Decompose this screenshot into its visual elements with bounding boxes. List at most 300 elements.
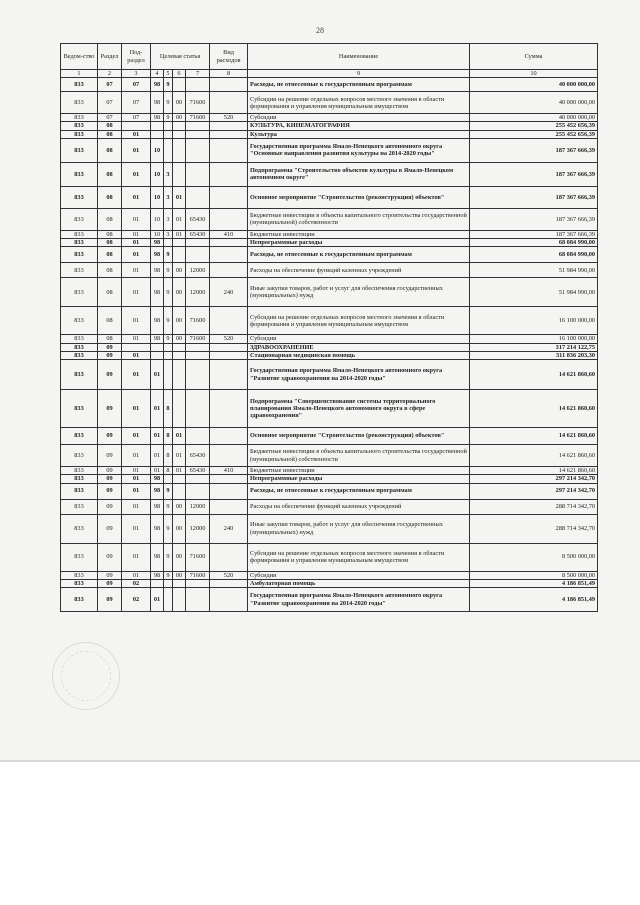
subprogram-cell (164, 475, 173, 483)
sum-cell: 14 621 860,60 (470, 428, 598, 445)
name-cell: Бюджетные инвестиции (248, 230, 470, 238)
podrazdel-cell: 01 (122, 360, 151, 390)
table-row (61, 335, 598, 343)
name-cell: Иные закупки товаров, работ и услуг для обеспечения государственных (муниципальных) нужд (248, 514, 470, 543)
sum-cell: 40 000 000,00 (470, 78, 598, 92)
vedomstvo-cell: 833 (61, 543, 98, 571)
vedomstvo-cell: 833 (61, 475, 98, 483)
table-row (61, 514, 598, 543)
expense-type-cell (210, 351, 248, 359)
sum-cell: 255 452 656,39 (470, 122, 598, 130)
program-cell (151, 351, 164, 359)
subprogram-cell: 8 (164, 428, 173, 445)
name-cell: Стационарная медицинская помощь (248, 351, 470, 359)
table-row (61, 263, 598, 278)
subprogram-cell: 9 (164, 499, 173, 514)
event-cell: 00 (173, 278, 186, 307)
vedomstvo-cell: 833 (61, 92, 98, 114)
razdel-cell: 08 (98, 208, 122, 230)
col-number: 6 (173, 70, 186, 78)
direction-cell: 71600 (186, 571, 210, 579)
table-row (61, 351, 598, 359)
header-vid-rashodov: Вид расходов (210, 44, 248, 70)
sum-cell: 51 984 990,00 (470, 278, 598, 307)
subprogram-cell: 3 (164, 186, 173, 208)
program-cell: 98 (151, 263, 164, 278)
podrazdel-cell: 01 (122, 467, 151, 475)
faded-stamp (52, 642, 120, 710)
event-cell (173, 162, 186, 186)
program-cell: 98 (151, 307, 164, 335)
event-cell: 00 (173, 543, 186, 571)
expense-type-cell: 240 (210, 514, 248, 543)
razdel-cell: 09 (98, 483, 122, 499)
razdel-cell: 08 (98, 247, 122, 263)
razdel-cell: 09 (98, 543, 122, 571)
table-row (61, 138, 598, 162)
razdel-cell: 09 (98, 588, 122, 612)
program-cell: 98 (151, 514, 164, 543)
table-row (61, 130, 598, 138)
direction-cell: 12000 (186, 278, 210, 307)
name-cell: Непрограммные расходы (248, 475, 470, 483)
program-cell: 01 (151, 588, 164, 612)
podrazdel-cell: 01 (122, 278, 151, 307)
subprogram-cell: 9 (164, 335, 173, 343)
program-cell (151, 122, 164, 130)
subprogram-cell: 9 (164, 514, 173, 543)
table-row (61, 588, 598, 612)
podrazdel-cell: 01 (122, 390, 151, 428)
name-cell: Субсидии на решение отдельных вопросов местного значения в области формирования и управления муниципальным имуществом (248, 307, 470, 335)
header-podrazdel: Под-раздел (122, 44, 151, 70)
name-cell: Государственная программа Ямало-Ненецкого автономного округа "Развитие здравоохранения на 2014-2020 годы" (248, 588, 470, 612)
col-number: 2 (98, 70, 122, 78)
razdel-cell: 09 (98, 343, 122, 351)
sum-cell: 297 214 342,70 (470, 475, 598, 483)
name-cell: Культура (248, 130, 470, 138)
podrazdel-cell: 01 (122, 186, 151, 208)
razdel-cell: 08 (98, 263, 122, 278)
razdel-cell: 08 (98, 138, 122, 162)
name-cell: Государственная программа Ямало-Ненецкого автономного округа "Основные направления развития культуры на 2014-2020 годы" (248, 138, 470, 162)
sum-cell: 68 084 990,00 (470, 247, 598, 263)
header-vedomstvo: Ведом-ство (61, 44, 98, 70)
direction-cell (186, 428, 210, 445)
razdel-cell: 09 (98, 571, 122, 579)
direction-cell (186, 351, 210, 359)
table-row (61, 92, 598, 114)
program-cell: 98 (151, 247, 164, 263)
table-row (61, 499, 598, 514)
table-row (61, 239, 598, 247)
vedomstvo-cell: 833 (61, 499, 98, 514)
sum-cell: 40 000 000,00 (470, 92, 598, 114)
event-cell (173, 122, 186, 130)
razdel-cell: 08 (98, 130, 122, 138)
subprogram-cell (164, 343, 173, 351)
direction-cell (186, 138, 210, 162)
program-cell: 01 (151, 467, 164, 475)
name-cell: Субсидии на решение отдельных вопросов местного значения в области формирования и управления муниципальным имуществом (248, 92, 470, 114)
sum-cell: 8 500 000,00 (470, 571, 598, 579)
event-cell: 01 (173, 208, 186, 230)
direction-cell: 65430 (186, 208, 210, 230)
razdel-cell: 08 (98, 278, 122, 307)
vedomstvo-cell: 833 (61, 428, 98, 445)
col-number: 8 (210, 70, 248, 78)
event-cell: 01 (173, 445, 186, 467)
direction-cell (186, 588, 210, 612)
table-row (61, 579, 598, 587)
vedomstvo-cell: 833 (61, 78, 98, 92)
event-cell (173, 239, 186, 247)
expense-type-cell (210, 360, 248, 390)
subprogram-cell (164, 360, 173, 390)
program-cell: 98 (151, 239, 164, 247)
subprogram-cell: 8 (164, 390, 173, 428)
event-cell: 01 (173, 186, 186, 208)
subprogram-cell: 9 (164, 483, 173, 499)
sum-cell: 187 367 666,39 (470, 162, 598, 186)
podrazdel-cell (122, 343, 151, 351)
razdel-cell: 09 (98, 428, 122, 445)
col-number: 5 (164, 70, 173, 78)
direction-cell: 65430 (186, 230, 210, 238)
name-cell: Субсидии на решение отдельных вопросов местного значения в области формирования и управления муниципальным имуществом (248, 543, 470, 571)
subprogram-cell: 9 (164, 571, 173, 579)
direction-cell (186, 162, 210, 186)
sum-cell: 255 452 656,39 (470, 130, 598, 138)
razdel-cell: 09 (98, 467, 122, 475)
name-cell: Расходы, не отнесенные к государственным программам (248, 483, 470, 499)
sum-cell: 317 214 122,75 (470, 343, 598, 351)
table-row (61, 543, 598, 571)
podrazdel-cell: 01 (122, 263, 151, 278)
razdel-cell: 07 (98, 92, 122, 114)
podrazdel-cell: 01 (122, 543, 151, 571)
subprogram-cell (164, 579, 173, 587)
sum-cell: 40 000 000,00 (470, 114, 598, 122)
header-razdel: Раздел (98, 44, 122, 70)
expense-type-cell (210, 483, 248, 499)
direction-cell: 12000 (186, 514, 210, 543)
vedomstvo-cell: 833 (61, 239, 98, 247)
podrazdel-cell: 01 (122, 428, 151, 445)
vedomstvo-cell: 833 (61, 247, 98, 263)
header-summa: Сумма (470, 44, 598, 70)
name-cell: Государственная программа Ямало-Ненецкого автономного округа "Развитие здравоохранения на 2014-2020 годы" (248, 360, 470, 390)
scan-edge (0, 760, 640, 762)
event-cell: 00 (173, 335, 186, 343)
name-cell: Подпрограмма "Совершенствование системы территориального планирования Ямало-Ненецкого автономного округа в сфере здравоохранения" (248, 390, 470, 428)
table-row (61, 360, 598, 390)
col-number: 3 (122, 70, 151, 78)
expense-type-cell (210, 208, 248, 230)
direction-cell (186, 186, 210, 208)
direction-cell: 71600 (186, 335, 210, 343)
event-cell (173, 360, 186, 390)
sum-cell: 14 621 860,60 (470, 467, 598, 475)
sum-cell: 311 836 203,30 (470, 351, 598, 359)
expense-type-cell (210, 428, 248, 445)
vedomstvo-cell: 833 (61, 351, 98, 359)
table-row (61, 467, 598, 475)
col-number: 1 (61, 70, 98, 78)
vedomstvo-cell: 833 (61, 588, 98, 612)
vedomstvo-cell: 833 (61, 162, 98, 186)
budget-rows (61, 78, 598, 612)
event-cell: 00 (173, 571, 186, 579)
event-cell (173, 247, 186, 263)
name-cell: Субсидии (248, 571, 470, 579)
program-cell: 98 (151, 335, 164, 343)
subprogram-cell (164, 122, 173, 130)
sum-cell: 16 100 000,00 (470, 307, 598, 335)
table-row (61, 247, 598, 263)
event-cell: 00 (173, 307, 186, 335)
event-cell: 00 (173, 514, 186, 543)
program-cell: 10 (151, 138, 164, 162)
expense-type-cell: 520 (210, 335, 248, 343)
table-row (61, 445, 598, 467)
expense-type-cell: 410 (210, 467, 248, 475)
direction-cell (186, 239, 210, 247)
podrazdel-cell: 01 (122, 499, 151, 514)
event-cell: 01 (173, 230, 186, 238)
table-row (61, 186, 598, 208)
sum-cell: 187 367 666,39 (470, 138, 598, 162)
program-cell (151, 130, 164, 138)
expense-type-cell: 520 (210, 114, 248, 122)
program-cell: 01 (151, 445, 164, 467)
direction-cell (186, 343, 210, 351)
program-cell: 98 (151, 278, 164, 307)
podrazdel-cell: 01 (122, 445, 151, 467)
event-cell: 01 (173, 428, 186, 445)
vedomstvo-cell: 833 (61, 130, 98, 138)
vedomstvo-cell: 833 (61, 360, 98, 390)
direction-cell: 65430 (186, 445, 210, 467)
program-cell: 98 (151, 483, 164, 499)
header-naimenovanie: Наименование (248, 44, 470, 70)
expense-type-cell (210, 475, 248, 483)
vedomstvo-cell: 833 (61, 278, 98, 307)
vedomstvo-cell: 833 (61, 514, 98, 543)
name-cell: Непрограммные расходы (248, 239, 470, 247)
name-cell: Субсидии (248, 335, 470, 343)
sum-cell: 68 084 990,00 (470, 239, 598, 247)
podrazdel-cell: 01 (122, 138, 151, 162)
podrazdel-cell: 01 (122, 307, 151, 335)
expense-type-cell (210, 579, 248, 587)
razdel-cell: 08 (98, 230, 122, 238)
name-cell: Иные закупки товаров, работ и услуг для обеспечения государственных (муниципальных) нужд (248, 278, 470, 307)
vedomstvo-cell: 833 (61, 122, 98, 130)
program-cell: 10 (151, 230, 164, 238)
razdel-cell: 08 (98, 162, 122, 186)
sum-cell: 14 621 860,60 (470, 390, 598, 428)
subprogram-cell: 3 (164, 162, 173, 186)
table-row (61, 571, 598, 579)
expense-type-cell (210, 138, 248, 162)
event-cell: 00 (173, 263, 186, 278)
sum-cell: 297 214 342,70 (470, 483, 598, 499)
direction-cell (186, 122, 210, 130)
name-cell: Расходы, не отнесенные к государственным программам (248, 78, 470, 92)
razdel-cell: 08 (98, 122, 122, 130)
subprogram-cell: 9 (164, 278, 173, 307)
direction-cell: 71600 (186, 114, 210, 122)
table-row (61, 208, 598, 230)
direction-cell (186, 579, 210, 587)
expense-type-cell (210, 390, 248, 428)
subprogram-cell (164, 588, 173, 612)
vedomstvo-cell: 833 (61, 467, 98, 475)
subprogram-cell: 9 (164, 543, 173, 571)
subprogram-cell: 9 (164, 114, 173, 122)
direction-cell: 71600 (186, 543, 210, 571)
expense-type-cell (210, 130, 248, 138)
table-row (61, 428, 598, 445)
razdel-cell: 09 (98, 390, 122, 428)
expense-type-cell (210, 263, 248, 278)
podrazdel-cell: 02 (122, 579, 151, 587)
event-cell: 01 (173, 467, 186, 475)
subprogram-cell: 9 (164, 307, 173, 335)
subprogram-cell (164, 239, 173, 247)
expense-type-cell: 240 (210, 278, 248, 307)
name-cell: Бюджетные инвестиции в объекты капитального строительства государственной (муниципальной) собственности (248, 208, 470, 230)
subprogram-cell: 9 (164, 92, 173, 114)
event-cell (173, 78, 186, 92)
podrazdel-cell (122, 122, 151, 130)
podrazdel-cell: 07 (122, 114, 151, 122)
name-cell: Основное мероприятие "Строительство (реконструкция) объектов" (248, 428, 470, 445)
program-cell: 98 (151, 543, 164, 571)
program-cell: 10 (151, 208, 164, 230)
razdel-cell: 09 (98, 499, 122, 514)
podrazdel-cell: 07 (122, 78, 151, 92)
podrazdel-cell: 01 (122, 247, 151, 263)
razdel-cell: 09 (98, 514, 122, 543)
program-cell: 98 (151, 92, 164, 114)
name-cell: Расходы на обеспечение функций казенных учреждений (248, 499, 470, 514)
vedomstvo-cell: 833 (61, 579, 98, 587)
expense-type-cell (210, 343, 248, 351)
event-cell: 00 (173, 114, 186, 122)
direction-cell (186, 475, 210, 483)
sum-cell: 51 984 990,00 (470, 263, 598, 278)
sum-cell: 187 367 666,39 (470, 208, 598, 230)
event-cell: 00 (173, 92, 186, 114)
name-cell: Бюджетные инвестиции в объекты капитального строительства государственной (муниципальной) собственности (248, 445, 470, 467)
direction-cell (186, 390, 210, 428)
table-row (61, 390, 598, 428)
event-cell (173, 475, 186, 483)
razdel-cell: 07 (98, 78, 122, 92)
sum-cell: 4 186 851,49 (470, 579, 598, 587)
podrazdel-cell: 07 (122, 92, 151, 114)
page-number: 28 (316, 26, 324, 35)
table-row (61, 114, 598, 122)
direction-cell: 12000 (186, 263, 210, 278)
event-cell (173, 130, 186, 138)
program-cell: 10 (151, 162, 164, 186)
event-cell (173, 351, 186, 359)
event-cell: 00 (173, 499, 186, 514)
sum-cell: 8 500 000,00 (470, 543, 598, 571)
sum-cell: 187 367 666,39 (470, 230, 598, 238)
name-cell: КУЛЬТУРА, КИНЕМАТОГРАФИЯ (248, 122, 470, 130)
subprogram-cell (164, 130, 173, 138)
program-cell: 01 (151, 360, 164, 390)
name-cell: Подпрограмма "Строительство объектов культуры в Ямало-Ненецком автономном округе" (248, 162, 470, 186)
razdel-cell: 09 (98, 351, 122, 359)
program-cell: 98 (151, 499, 164, 514)
event-cell (173, 579, 186, 587)
table-row (61, 162, 598, 186)
razdel-cell: 09 (98, 475, 122, 483)
vedomstvo-cell: 833 (61, 571, 98, 579)
direction-cell: 12000 (186, 499, 210, 514)
razdel-cell: 09 (98, 360, 122, 390)
name-cell: Расходы на обеспечение функций казенных учреждений (248, 263, 470, 278)
program-cell: 01 (151, 428, 164, 445)
program-cell (151, 579, 164, 587)
table-row (61, 122, 598, 130)
budget-table (60, 43, 598, 612)
subprogram-cell: 9 (164, 78, 173, 92)
subprogram-cell (164, 351, 173, 359)
sum-cell: 4 186 851,49 (470, 588, 598, 612)
name-cell: Амбулаторная помощь (248, 579, 470, 587)
podrazdel-cell: 01 (122, 483, 151, 499)
expense-type-cell: 410 (210, 230, 248, 238)
subprogram-cell: 3 (164, 230, 173, 238)
razdel-cell: 08 (98, 186, 122, 208)
subprogram-cell: 9 (164, 247, 173, 263)
table-row (61, 278, 598, 307)
program-cell: 98 (151, 78, 164, 92)
name-cell: Субсидии (248, 114, 470, 122)
podrazdel-cell: 01 (122, 475, 151, 483)
program-cell: 10 (151, 186, 164, 208)
direction-cell (186, 130, 210, 138)
vedomstvo-cell: 833 (61, 138, 98, 162)
name-cell: Бюджетные инвестиции (248, 467, 470, 475)
sum-cell: 288 714 342,70 (470, 499, 598, 514)
razdel-cell: 08 (98, 239, 122, 247)
program-cell (151, 343, 164, 351)
col-number: 9 (248, 70, 470, 78)
expense-type-cell (210, 445, 248, 467)
razdel-cell: 08 (98, 335, 122, 343)
program-cell: 98 (151, 114, 164, 122)
vedomstvo-cell: 833 (61, 208, 98, 230)
razdel-cell: 07 (98, 114, 122, 122)
razdel-cell: 09 (98, 579, 122, 587)
expense-type-cell (210, 186, 248, 208)
col-number: 7 (186, 70, 210, 78)
expense-type-cell (210, 588, 248, 612)
event-cell (173, 138, 186, 162)
vedomstvo-cell: 833 (61, 114, 98, 122)
direction-cell: 71600 (186, 307, 210, 335)
vedomstvo-cell: 833 (61, 343, 98, 351)
sum-cell: 288 714 342,70 (470, 514, 598, 543)
expense-type-cell (210, 78, 248, 92)
